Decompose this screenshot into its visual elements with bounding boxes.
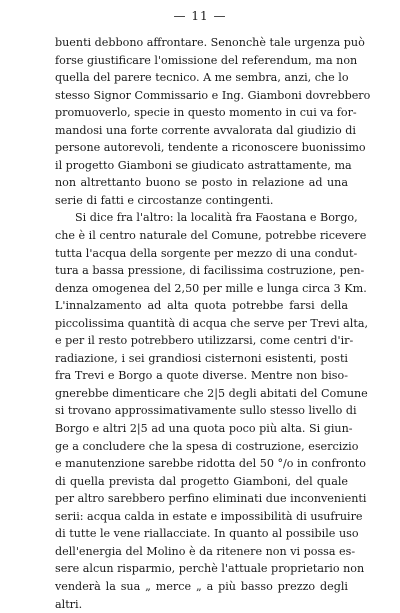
text-line: serie di fatti e circostanze contingenti. <box>55 192 348 210</box>
text-line: stesso Signor Commissario e Ing. Giamboni dovrebbero <box>55 87 348 105</box>
text-line: venderà la sua „ merce „ a più basso prezzo degli <box>55 578 348 596</box>
text-line: quella del parere tecnico. A me sembra, anzi, che lo <box>55 69 348 87</box>
text-line: sere alcun risparmio, perchè l'attuale proprietario non <box>55 560 348 578</box>
text-line: radiazione, i sei grandiosi cisternoni esistenti, posti <box>55 350 348 368</box>
text-line: gnerebbe dimenticare che 2|5 degli abitati del Comune <box>55 385 348 403</box>
text-line: per altro sarebbero perfino eliminati due inconvenienti <box>55 490 348 508</box>
text-line: forse giustificare l'omissione del referendum, ma non <box>55 52 348 70</box>
text-line: Si dice fra l'altro: la località fra Faostana e Borgo, <box>55 209 348 227</box>
text-line: ge a concludere che la spesa di costruzione, esercizio <box>55 438 348 456</box>
text-line: altri. <box>55 596 348 613</box>
text-line: L'innalzamento ad alta quota potrebbe farsi della <box>55 297 348 315</box>
text-line: tutta l'acqua della sorgente per mezzo di una condut- <box>55 245 348 263</box>
text-line: buenti debbono affrontare. Senonchè tale urgenza può <box>55 34 348 52</box>
text-line: fra Trevi e Borgo a quote diverse. Mentre non biso- <box>55 367 348 385</box>
text-line: di quella prevista dal progetto Giamboni, del quale <box>55 473 348 491</box>
paragraph-1 <box>55 34 348 209</box>
text-line: serii: acqua calda in estate e impossibilità di usufruire <box>55 508 348 526</box>
text-line: piccolissima quantità di acqua che serve per Trevi alta, <box>55 315 348 333</box>
text-line: tura a bassa pressione, di facilissima costruzione, pen- <box>55 262 348 280</box>
text-line: si trovano approssimativamente sullo stesso livello di <box>55 402 348 420</box>
text-line: il progetto Giamboni se giudicato astrattamente, ma <box>55 157 348 175</box>
text-line: Borgo e altri 2|5 ad una quota poco più alta. Si giun- <box>55 420 348 438</box>
text-line: mandosi una forte corrente avvalorata dal giudizio di <box>55 122 348 140</box>
text-line: di tutte le vene riallacciate. In quanto al possibile uso <box>55 525 348 543</box>
text-line: persone autorevoli, tendente a riconoscere buonissimo <box>55 139 348 157</box>
page-number: — 11 — <box>0 9 400 23</box>
text-line: promuoverlo, specie in questo momento in cui va for- <box>55 104 348 122</box>
text-line: dell'energia del Molino è da ritenere non vi possa es- <box>55 543 348 561</box>
text-line: e manutenzione sarebbe ridotta del 50 °/o in confronto <box>55 455 348 473</box>
body-text <box>55 34 348 613</box>
paragraph-2 <box>55 209 348 613</box>
text-line: e per il resto potrebbero utilizzarsi, come centri d'ir- <box>55 332 348 350</box>
text-line: che è il centro naturale del Comune, potrebbe ricevere <box>55 227 348 245</box>
text-line: denza omogenea del 2,50 per mille e lunga circa 3 Km. <box>55 280 348 298</box>
text-line: non altrettanto buono se posto in relazione ad una <box>55 174 348 192</box>
